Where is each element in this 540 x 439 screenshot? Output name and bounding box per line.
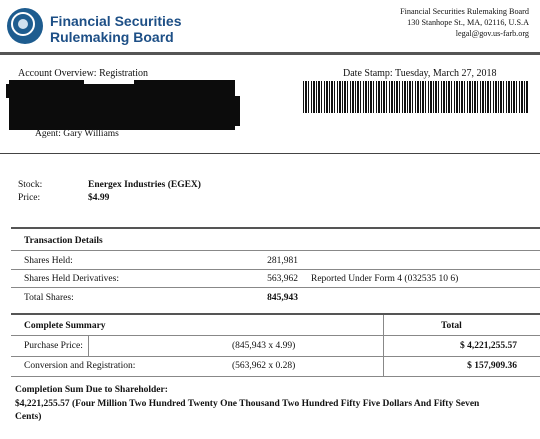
table-border [11, 250, 540, 251]
barcode-image [303, 81, 529, 113]
column-divider [88, 335, 89, 356]
table-border [11, 335, 540, 336]
row-calc: (563,962 x 0.28) [232, 361, 296, 371]
row-label: Shares Held: [24, 256, 73, 266]
price-label: Price: [18, 193, 41, 203]
row-value: 281,981 [267, 256, 298, 266]
table-border [11, 269, 540, 270]
row-value: 845,943 [267, 293, 298, 303]
completion-label: Completion Sum Due to Shareholder: [15, 385, 168, 395]
table-border [11, 313, 540, 315]
row-label: Conversion and Registration: [24, 361, 136, 371]
row-value: 563,962 [267, 274, 298, 284]
table-border [11, 356, 540, 357]
row-note: Reported Under Form 4 (032535 10 6) [311, 274, 459, 284]
row-label: Shares Held Derivatives: [24, 274, 119, 284]
org-address [289, 6, 529, 39]
address-email: legal@gov.us-farb.org [455, 29, 529, 38]
total-header: Total [441, 321, 462, 331]
completion-amount-line1: $4,221,255.57 (Four Million Two Hundred Twenty One Thousand Two Hundred Fifty Five Dollars And Fifty Seven [15, 399, 480, 409]
address-line-2: 130 Stanhope St., MA, 02116, U.S.A [407, 18, 529, 27]
date-stamp: Date Stamp: Tuesday, March 27, 2018 [343, 68, 497, 79]
completion-amount [15, 398, 530, 424]
redaction-block [170, 96, 240, 126]
row-label: Purchase Price: [24, 341, 83, 351]
row-total: $ 157,909.36 [467, 361, 517, 371]
table-border [11, 227, 540, 229]
table-border [11, 287, 540, 288]
stock-value: Energex Industries (EGEX) [88, 180, 201, 190]
redaction-gap [84, 80, 134, 84]
address-line-1: Financial Securities Rulemaking Board [400, 7, 529, 16]
price-value: $4.99 [88, 193, 110, 203]
row-total: $ 4,221,255.57 [460, 341, 517, 351]
stock-label: Stock: [18, 180, 43, 190]
section-divider [0, 153, 540, 154]
column-divider [383, 315, 384, 376]
seal-logo-icon [7, 8, 43, 44]
redaction-block [6, 84, 84, 98]
agent-name: Agent: Gary Williams [35, 129, 119, 139]
org-name: Financial Securities Rulemaking Board [50, 13, 182, 45]
table-border [11, 376, 540, 377]
row-calc: (845,943 x 4.99) [232, 341, 296, 351]
account-overview-label: Account Overview: Registration [18, 68, 148, 79]
summary-title: Complete Summary [24, 321, 106, 331]
transaction-title: Transaction Details [24, 236, 103, 246]
header-divider [0, 52, 540, 55]
row-label: Total Shares: [24, 293, 74, 303]
completion-amount-line2: Cents) [15, 412, 42, 422]
